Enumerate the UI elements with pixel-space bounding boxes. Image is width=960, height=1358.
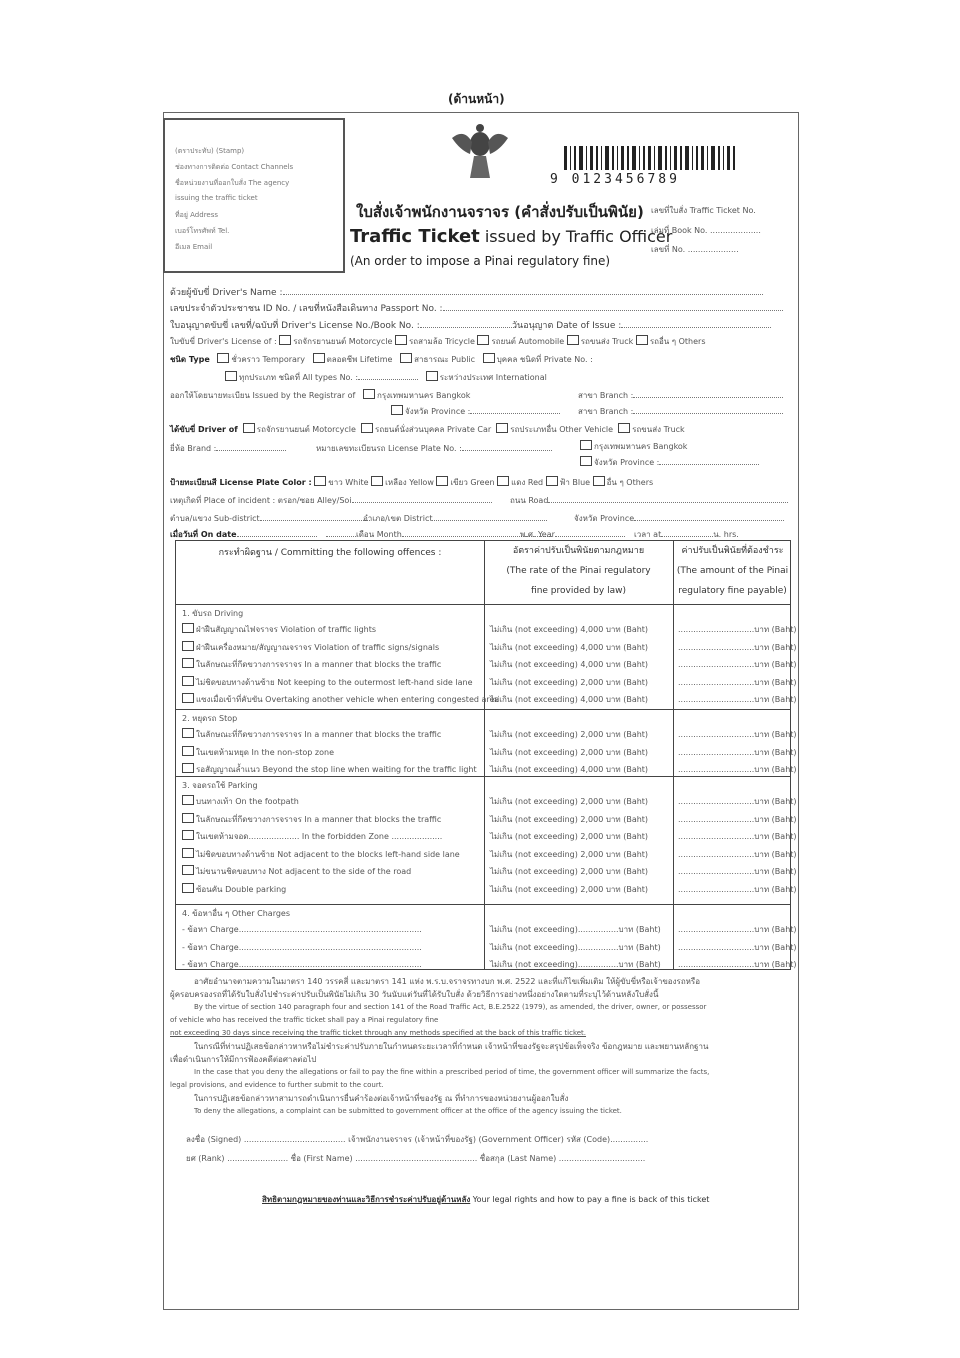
checkbox[interactable]	[496, 423, 508, 433]
offence-label: ในเขตห้ามจอด.................... In the forbidden Zone ....................	[196, 832, 443, 842]
fine-rate: ไม่เกิน (not exceeding) 2,000 บาท (Baht)	[490, 849, 649, 859]
offence-row	[182, 923, 422, 936]
fine-payable[interactable]: ..............................บาท (Baht)	[678, 832, 797, 842]
fine-payable[interactable]: ..............................บาท (Baht)	[678, 849, 797, 859]
legal-line: ในการปฏิเสธข้อกล่าวหาสามารถดำเนินการยื่นคำร้องต่อเจ้าหน้าที่ของรัฐ ณ ที่ทำการของหน่วยงานผู้ออกใบสั่ง	[194, 1094, 569, 1103]
license-of-label: ใบขับขี่ Driver's License of :	[170, 337, 277, 346]
checkbox[interactable]	[371, 476, 383, 486]
checkbox[interactable]	[567, 335, 579, 345]
offence-label: ในลักษณะที่กีดขวางการจราจร In a manner that blocks the traffic	[196, 660, 442, 670]
stamp-line: issuing the traffic ticket	[175, 194, 258, 202]
offence-label: ในลักษณะที่กีดขวางการจราจร In a manner that blocks the traffic	[196, 730, 442, 739]
title-english	[350, 226, 672, 247]
col2-header	[484, 541, 673, 601]
on-date-label: เมื่อวันที่ On date	[170, 530, 237, 539]
checkbox[interactable]	[313, 353, 325, 363]
checkbox[interactable]	[580, 440, 592, 450]
legal-line: In the case that you deny the allegations or fail to pay the fine within a prescribed period of time, the government officer will summarize the facts,	[194, 1068, 710, 1076]
checkbox[interactable]	[580, 456, 592, 466]
option-label: ระหว่างประเทศ International	[439, 373, 547, 382]
offence-label: ฝ่าฝืนสัญญาณไฟจราจร Violation of traffic lights	[196, 625, 377, 634]
offence-label: ในลักษณะที่กีดขวางการจราจร In a manner that blocks the traffic	[196, 814, 442, 824]
offence-row[interactable]	[182, 658, 441, 671]
option-label: รถขนส่ง Truck	[580, 337, 634, 346]
option-label: กรุงเทพมหานคร Bangkok	[376, 391, 471, 400]
option-label: รถยนต์นั่งส่วนบุคคล Private Car	[375, 425, 492, 434]
checkbox[interactable]	[314, 476, 326, 486]
stamp-box	[163, 118, 345, 273]
offence-label: ไม่ขนานชิดขอบทาง Not adjacent to the side of the road	[196, 867, 412, 877]
offence-row[interactable]	[182, 813, 441, 826]
offence-checkbox[interactable]	[182, 623, 194, 633]
offence-row[interactable]	[182, 795, 299, 808]
legal-line: ในกรณีที่ท่านปฏิเสธข้อกล่าวหาหรือไม่ชำระค่าปรับภายในกำหนดระยะเวลาที่กำหนด เจ้าหน้าที่ของรัฐจะสรุปข้อเท็จจริง ข้อกฎหมาย และพยานหลักฐาน	[194, 1042, 709, 1051]
at-label: เวลา at	[634, 530, 662, 539]
col3-header-line: ค่าปรับเป็นพินัยที่ต้องชำระ	[681, 546, 784, 556]
branch-field-2[interactable]	[578, 405, 783, 418]
fine-payable[interactable]: ..............................บาท (Baht)	[678, 642, 797, 652]
subdistrict-field[interactable]	[170, 512, 370, 525]
branch-field-1[interactable]	[578, 389, 783, 402]
fine-payable[interactable]: ..............................บาท (Baht)	[678, 797, 797, 806]
offence-row[interactable]	[182, 830, 442, 843]
stamp-line: (ตราประทับ) (Stamp)	[175, 147, 245, 155]
offence-row[interactable]	[182, 883, 286, 896]
checkbox[interactable]	[497, 476, 509, 486]
fine-rate: ไม่เกิน (not exceeding) 2,000 บาท (Baht)	[490, 867, 649, 877]
rank-name-line[interactable]: ยศ (Rank) ........................ ชื่อ (First Name) ................................................ ชื่อสกุล (Last Name) ..................................	[186, 1154, 646, 1163]
fine-payable[interactable]: ..............................บาท (Baht)	[678, 765, 797, 775]
section-title: 2. หยุดรถ Stop	[182, 714, 238, 723]
plate-color-label: ป้ายทะเบียนสี License Plate Color :	[170, 478, 312, 487]
id-no-label: เลขประจำตัวประชาชน ID No. / เลขที่หนังสือเดินทาง Passport No. :	[170, 304, 443, 314]
fine-rate: ไม่เกิน (not exceeding) 2,000 บาท (Baht)	[490, 747, 649, 757]
offence-row	[182, 958, 422, 971]
footer-thai: สิทธิตามกฎหมายของท่านและวิธีการชำระค่าปรับอยู่ด้านหลัง	[262, 1195, 471, 1204]
stamp-line: เบอร์โทรศัพท์ Tel.	[175, 227, 230, 235]
col3-header	[673, 541, 792, 601]
option-label: จังหวัด Province :	[594, 458, 660, 467]
header-divider	[176, 604, 790, 605]
checkbox[interactable]	[395, 335, 407, 345]
fine-payable[interactable]: ..............................บาท (Baht)	[678, 747, 797, 757]
checkbox[interactable]	[593, 476, 605, 486]
option-label: จังหวัด Province :	[405, 407, 471, 416]
section-divider	[176, 709, 790, 710]
section-title: 1. ขับรถ Driving	[182, 609, 244, 618]
plate-color-row	[170, 476, 653, 489]
option-label: ชั่วคราว Temporary	[231, 355, 305, 364]
road-label: ถนน Road	[510, 496, 549, 505]
brand-label: ยี่ห้อ Brand :	[170, 444, 217, 453]
subdistrict-label: ตำบล/แขวง Sub-district	[170, 514, 260, 523]
footer-en: Your legal rights and how to pay a fine is back of this ticket	[470, 1195, 710, 1204]
checkbox[interactable]	[436, 476, 448, 486]
legal-line: not exceeding 30 days since receiving the traffic ticket through any methods specified at the back of this traffic ticket.	[170, 1029, 587, 1037]
checkbox[interactable]	[225, 371, 237, 381]
option-label: รถจักรยานยนต์ Motorcycle	[293, 337, 393, 346]
section-title: 3. จอดรถใช้ Parking	[182, 781, 258, 790]
garuda-emblem-icon	[448, 120, 512, 182]
offence-label: - ข้อหา Charge........................................................................	[182, 925, 422, 934]
plate-no-field[interactable]	[316, 442, 552, 455]
license-no-label: ใบอนุญาตขับขี่ เลขที่/ฉบับที่ Driver's License No./Book No. :	[170, 321, 420, 331]
option-label: รถอื่น ๆ Others	[649, 337, 706, 346]
offence-checkbox[interactable]	[182, 848, 194, 858]
offence-checkbox[interactable]	[182, 676, 194, 686]
type-row-2	[225, 371, 547, 384]
option-label: รถจักรยานยนต์ Motorcycle	[256, 425, 356, 434]
option-label: ทุกประเภท ชนิดที่ All types No. :	[239, 373, 359, 382]
option-label: กรุงเทพมหานคร Bangkok	[594, 442, 688, 451]
month-label: เดือน Month	[356, 530, 402, 539]
brand-field[interactable]	[170, 442, 286, 455]
plate-province	[580, 456, 759, 469]
fine-rate: ไม่เกิน (not exceeding) 4,000 บาท (Baht)	[490, 660, 649, 670]
legal-line: of vehicle who has received the traffic ticket shall pay a Pinai regulatory fine	[170, 1016, 439, 1024]
checkbox[interactable]	[391, 405, 403, 415]
registrar-label: ออกให้โดยนายทะเบียน Issued by the Registrar of	[170, 391, 356, 400]
offence-checkbox[interactable]	[182, 795, 194, 805]
offence-label: ฝ่าฝืนเครื่องหมาย/สัญญาณจราจร Violation of traffic signs/signals	[196, 642, 440, 652]
fine-rate: ไม่เกิน (not exceeding) 4,000 บาท (Baht)	[490, 695, 649, 705]
hrs-label: น. hrs.	[713, 530, 739, 539]
offences-table	[175, 540, 797, 970]
signature-line[interactable]: ลงชื่อ (Signed) ........................................ เจ้าพนักงานจราจร (เจ้าหน้าที่ของรัฐ) (Government Officer) รหัส (Code)...............	[186, 1135, 649, 1144]
legal-line: To deny the allegations, a complaint can be submitted to government officer at the office of the agency issuing the ticket.	[194, 1107, 622, 1115]
registrar-row	[170, 389, 470, 402]
col2-header-line: fine provided by law)	[531, 586, 626, 596]
license-of-row	[170, 335, 706, 348]
fine-payable[interactable]: ..............................บาท (Baht)	[678, 885, 797, 894]
branch-label: สาขา Branch :	[578, 407, 634, 416]
id-no-field[interactable]	[170, 301, 795, 315]
offence-label: บนทางเท้า On the footpath	[196, 797, 299, 806]
offence-row[interactable]	[182, 676, 473, 689]
fine-rate: ไม่เกิน (not exceeding) 2,000 บาท (Baht)	[490, 677, 649, 687]
fine-rate: ไม่เกิน (not exceeding) 2,000 บาท (Baht)	[490, 814, 649, 824]
fine-rate: ไม่เกิน (not exceeding) 4,000 บาท (Baht)	[490, 765, 649, 775]
plate-bangkok	[580, 440, 687, 453]
offence-row[interactable]	[182, 728, 441, 741]
option-label: รถยนต์ Automobile	[491, 337, 565, 346]
checkbox[interactable]	[618, 423, 630, 433]
fine-payable[interactable]: ..............................บาท (Baht)	[678, 960, 797, 970]
offence-checkbox[interactable]	[182, 641, 194, 651]
driver-of-row	[170, 423, 685, 436]
plate-no-label: หมายเลขทะเบียนรถ License Plate No. :	[316, 444, 462, 453]
offence-checkbox[interactable]	[182, 763, 194, 773]
driver-name-label: ด้วยผู้ขับขี่ Driver's Name :	[170, 288, 283, 298]
checkbox[interactable]	[363, 389, 375, 399]
checkbox[interactable]	[546, 476, 558, 486]
checkbox[interactable]	[400, 353, 412, 363]
option-label: เหลือง Yellow	[385, 478, 434, 487]
district-label: อำเภอ/เขต District	[363, 514, 433, 523]
title-english-rest: issued by Traffic Officer	[479, 227, 673, 246]
option-label: รถสามล้อ Tricycle	[408, 337, 475, 346]
option-label: เขียว Green	[450, 478, 495, 487]
ticket-no-label: เลขที่ใบสั่ง Traffic Ticket No.	[651, 206, 756, 215]
fine-rate: ไม่เกิน (not exceeding)................บาท (Baht)	[490, 942, 661, 952]
offence-label: ซ้อนคัน Double parking	[196, 885, 287, 894]
option-label: บุคคล ชนิดที่ Private No. :	[496, 355, 593, 364]
legal-text	[170, 975, 795, 1118]
page-header: (ด้านหน้า)	[448, 92, 505, 106]
date-issue-field[interactable]	[512, 318, 771, 332]
col3-header-line: regulatory fine payable)	[678, 586, 787, 596]
fine-payable[interactable]: ..............................บาท (Baht)	[678, 867, 797, 877]
barcode-bars	[550, 146, 740, 170]
section-title: 4. ข้อหาอื่น ๆ Other Charges	[182, 909, 291, 918]
col3-header-line: (The amount of the Pinai	[676, 566, 789, 576]
offence-checkbox[interactable]	[182, 728, 194, 738]
district-field[interactable]	[363, 512, 547, 525]
legal-line: legal provisions, and evidence to further submit to the court.	[170, 1081, 384, 1089]
type-label: ชนิด Type	[170, 355, 210, 364]
stamp-line: อีเมล Email	[175, 243, 213, 251]
offence-checkbox[interactable]	[182, 883, 194, 893]
registrar-province	[391, 405, 560, 418]
offence-label: ไม่ชิดขอบทางด้านซ้าย Not keeping to the outermost left-hand side lane	[196, 677, 473, 687]
license-no-field[interactable]	[170, 318, 516, 332]
branch-label: สาขา Branch :	[578, 391, 634, 400]
section-divider	[176, 904, 790, 905]
type-row	[170, 353, 593, 366]
checkbox[interactable]	[217, 353, 229, 363]
offence-label: แซงเมื่อเข้าที่คับขัน Overtaking another vehicle when entering congested area	[196, 695, 500, 705]
driver-of-label: ได้ขับขี่ Driver of	[170, 425, 238, 434]
legal-line: By the virtue of section 140 paragraph four and section 141 of the Road Traffic Act, B.E.2522 (1979), as amended, the driver, owner, or possessor	[194, 1003, 707, 1011]
offence-row[interactable]	[182, 746, 334, 759]
fine-payable[interactable]: ..............................บาท (Baht)	[678, 660, 797, 670]
title-english-bold: Traffic Ticket	[350, 226, 480, 247]
option-label: สาธารณะ Public	[414, 355, 476, 364]
road-field[interactable]	[510, 494, 788, 507]
offence-checkbox[interactable]	[182, 830, 194, 840]
offence-label: ไม่ชิดขอบทางด้านซ้าย Not adjacent to the blocks left-hand side lane	[196, 849, 460, 859]
fine-rate: ไม่เกิน (not exceeding) 4,000 บาท (Baht)	[490, 625, 649, 634]
offence-row[interactable]	[182, 848, 460, 861]
col2-header-line: อัตราค่าปรับเป็นพินัยตามกฎหมาย	[512, 546, 645, 556]
fine-payable[interactable]: ..............................บาท (Baht)	[678, 925, 797, 934]
option-label: ตลอดชีพ Lifetime	[326, 355, 393, 364]
barcode-number: 9 0123456789	[550, 172, 680, 187]
fine-payable[interactable]: ..............................บาท (Baht)	[678, 814, 797, 824]
offence-label: - ข้อหา Charge........................................................................	[182, 960, 422, 970]
fine-rate: ไม่เกิน (not exceeding) 4,000 บาท (Baht)	[490, 642, 649, 652]
legal-line: ผู้ครอบครองรถที่ได้รับใบสั่งไปชำระค่าปรับเป็นพินัยไม่เกิน 30 วันนับแต่วันที่ได้รับใบสั่ง ด้วยวิธีการอย่างหนึ่งอย่างใดตามที่ระบุไว้ด้านหลังใบสั่งนี้	[170, 990, 659, 999]
checkbox[interactable]	[636, 335, 648, 345]
checkbox[interactable]	[243, 423, 255, 433]
checkbox[interactable]	[477, 335, 489, 345]
title-thai: ใบสั่งเจ้าพนักงานจราจร (คำสั่งปรับเป็นพินัย)	[356, 203, 644, 221]
footer-note	[262, 1193, 709, 1206]
offence-checkbox[interactable]	[182, 658, 194, 668]
fine-payable[interactable]: ..............................บาท (Baht)	[678, 942, 797, 952]
offence-row[interactable]	[182, 623, 376, 636]
fine-rate: ไม่เกิน (not exceeding) 2,000 บาท (Baht)	[490, 797, 649, 806]
place-label: เหตุเกิดที่ Place of incident : ตรอก/ซอย Alley/Soi	[170, 496, 352, 505]
checkbox[interactable]	[426, 371, 438, 381]
option-label: แดง Red	[511, 478, 544, 487]
offence-row[interactable]	[182, 763, 477, 776]
fine-rate: ไม่เกิน (not exceeding) 2,000 บาท (Baht)	[490, 832, 649, 842]
fine-payable[interactable]: ..............................บาท (Baht)	[678, 730, 797, 739]
offence-row	[182, 941, 422, 954]
option-label: ฟ้า Blue	[559, 478, 591, 487]
option-label: ขาว White	[328, 478, 369, 487]
stamp-line: ที่อยู่ Address	[175, 211, 219, 219]
stamp-line: ช่องทางการติดต่อ Contact Channels	[175, 163, 294, 171]
offence-label: รอสัญญาณล้ำแนว Beyond the stop line when waiting for the traffic light	[196, 765, 477, 775]
offence-checkbox[interactable]	[182, 865, 194, 875]
province-field[interactable]	[574, 512, 784, 525]
book-no-label: เล่มที่ Book No. ....................	[651, 226, 761, 235]
title-subtitle: (An order to impose a Pinai regulatory fine)	[350, 254, 611, 268]
option-label: อื่น ๆ Others	[606, 478, 654, 487]
fine-rate: ไม่เกิน (not exceeding)................บาท (Baht)	[490, 960, 661, 970]
year-label: พ.ศ. Year	[520, 530, 555, 539]
province-label: จังหวัด Province	[574, 514, 635, 523]
legal-line: อาศัยอำนาจตามความในมาตรา 140 วรรคสี่ และมาตรา 141 แห่ง พ.ร.บ.จราจรทางบก พ.ศ. 2522 และที่แก้ไขเพิ่มเติม ให้ผู้ขับขี่หรือเจ้าของรถหรือ	[194, 977, 701, 986]
fine-payable[interactable]: ..............................บาท (Baht)	[678, 695, 797, 705]
offence-row[interactable]	[182, 693, 499, 706]
checkbox[interactable]	[483, 353, 495, 363]
fine-rate: ไม่เกิน (not exceeding) 2,000 บาท (Baht)	[490, 885, 649, 894]
offence-checkbox[interactable]	[182, 746, 194, 756]
offence-label: - ข้อหา Charge........................................................................	[182, 942, 422, 952]
offence-row[interactable]	[182, 865, 411, 878]
checkbox[interactable]	[361, 423, 373, 433]
stamp-line: ชื่อหน่วยงานที่ออกใบสั่ง The agency	[175, 179, 290, 187]
fine-rate: ไม่เกิน (not exceeding) 2,000 บาท (Baht)	[490, 730, 649, 739]
col2-header-line: (The rate of the Pinai regulatory	[506, 566, 651, 576]
barcode	[550, 146, 740, 187]
date-issue-label: วันอนุญาต Date of Issue :	[512, 321, 622, 331]
driver-name-field[interactable]	[170, 285, 795, 299]
fine-rate: ไม่เกิน (not exceeding)................บาท (Baht)	[490, 925, 661, 934]
col1-header: กระทำผิดฐาน / Committing the following offences :	[218, 548, 442, 558]
option-label: รถประเภทอื่น Other Vehicle	[510, 425, 614, 434]
offence-label: ในเขตห้ามหยุด In the non-stop zone	[196, 747, 334, 757]
fine-payable[interactable]: ..............................บาท (Baht)	[678, 625, 797, 634]
offence-checkbox[interactable]	[182, 813, 194, 823]
no-label: เลขที่ No. ....................	[651, 245, 739, 254]
checkbox[interactable]	[279, 335, 291, 345]
legal-line: เพื่อดำเนินการให้มีการฟ้องคดีต่อศาลต่อไป	[170, 1055, 317, 1064]
option-label: รถขนส่ง Truck	[632, 425, 685, 434]
offence-row[interactable]	[182, 641, 439, 654]
fine-payable[interactable]: ..............................บาท (Baht)	[678, 677, 797, 687]
place-field[interactable]	[170, 494, 492, 507]
offence-checkbox[interactable]	[182, 693, 194, 703]
